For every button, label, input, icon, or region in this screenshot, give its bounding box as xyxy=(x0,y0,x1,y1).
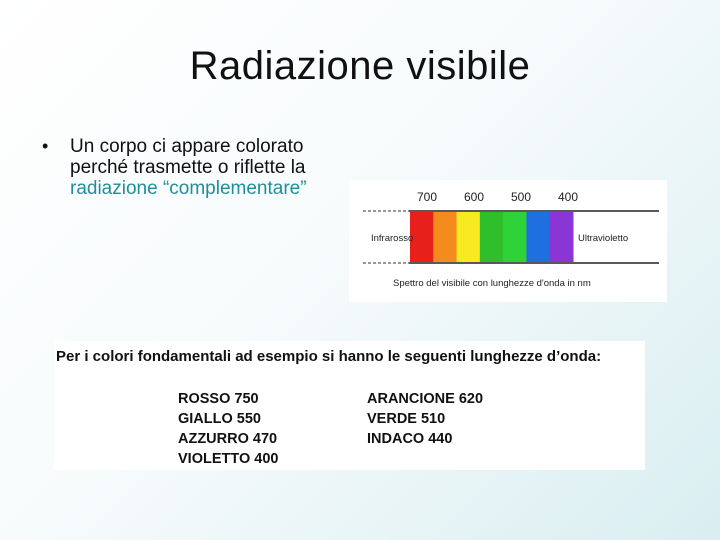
tick-label-700: 700 xyxy=(416,190,438,204)
wavelength-item: ROSSO 750 xyxy=(178,391,259,407)
spectrum-diagram xyxy=(349,180,667,302)
wavelength-heading: Per i colori fondamentali ad esempio si hanno le seguenti lunghezze d’onda: xyxy=(56,348,602,365)
wavelength-table xyxy=(54,341,645,470)
infrared-label: Infrarosso xyxy=(371,233,414,244)
spectrum-band xyxy=(410,212,434,262)
spectrum-band xyxy=(480,212,504,262)
bullet-marker: • xyxy=(42,136,49,156)
bullet-text xyxy=(70,136,360,199)
spectrum-caption: Spettro del visibile con lunghezze d'onda in nm xyxy=(393,278,591,289)
wavelength-column-left xyxy=(178,389,278,469)
spectrum-band xyxy=(526,212,550,262)
bullet-text-plain: Un corpo ci appare colorato perché trasmette o riflette la xyxy=(70,136,306,178)
ultraviolet-label: Ultravioletto xyxy=(578,233,629,244)
color-bands xyxy=(410,212,574,262)
slide-title: Radiazione visibile xyxy=(189,44,531,88)
spectrum-band xyxy=(457,212,481,262)
tick-label-400: 400 xyxy=(557,190,579,204)
bullet-text-accent: radiazione “complementare” xyxy=(70,178,307,199)
wavelength-item: VERDE 510 xyxy=(367,411,446,427)
spectrum-band xyxy=(503,212,527,262)
wavelength-item: VIOLETTO 400 xyxy=(178,451,279,467)
spectrum-band xyxy=(433,212,457,262)
wavelength-item: INDACO 440 xyxy=(367,431,453,447)
wavelength-item: AZZURRO 470 xyxy=(178,431,278,447)
wavelength-column-right xyxy=(367,389,483,449)
spectrum-band xyxy=(550,212,574,262)
wavelength-item: GIALLO 550 xyxy=(178,411,261,427)
wavelength-item: ARANCIONE 620 xyxy=(367,391,484,407)
tick-label-500: 500 xyxy=(510,190,532,204)
tick-label-600: 600 xyxy=(463,190,485,204)
spectrum-figure xyxy=(349,180,667,302)
